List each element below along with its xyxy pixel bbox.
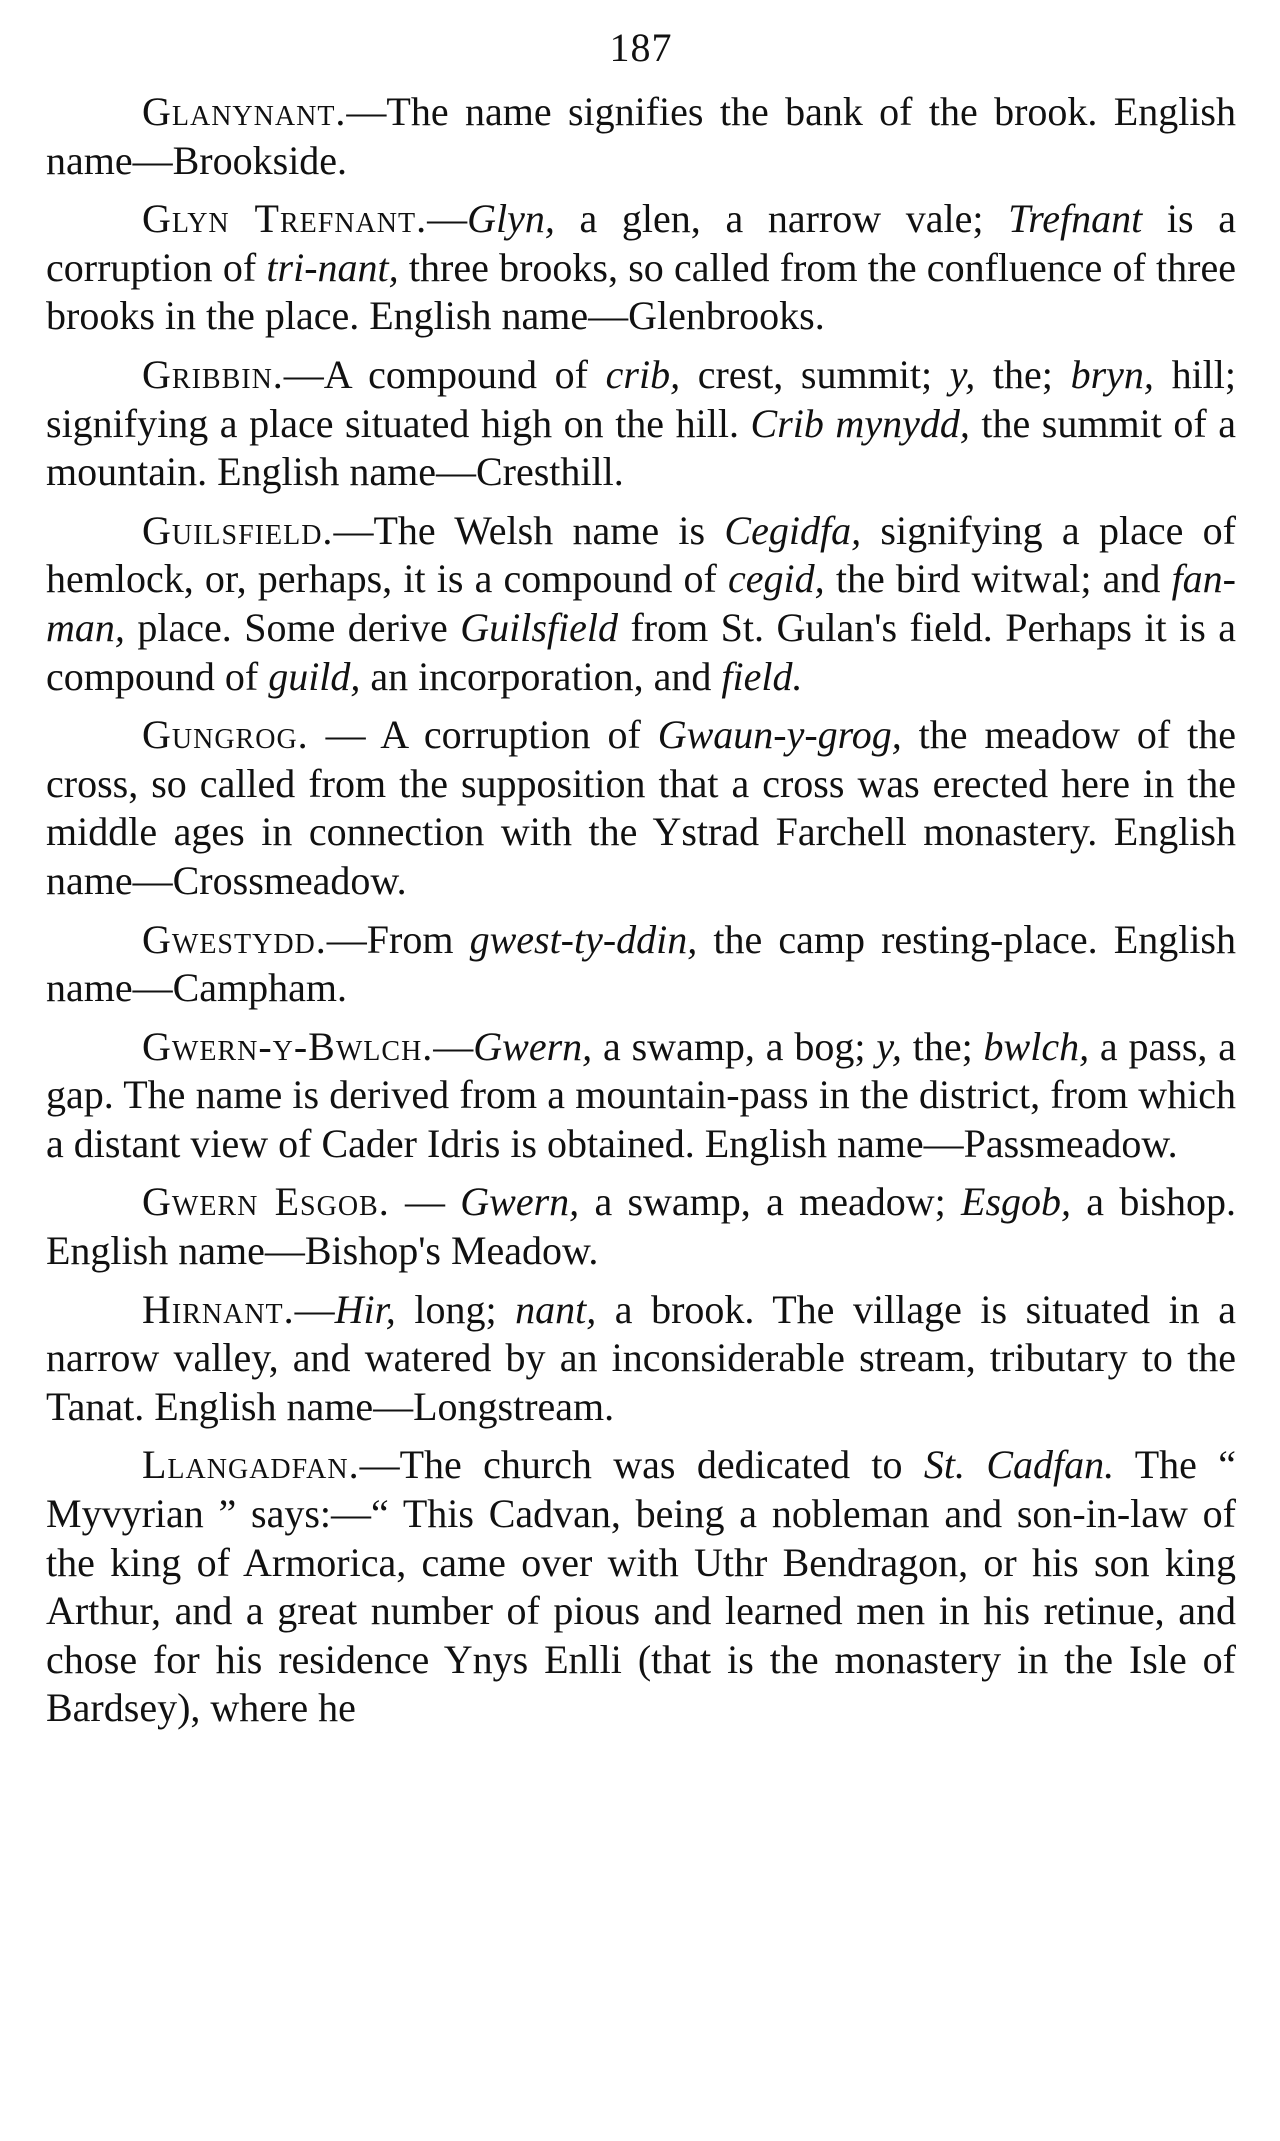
entry-italic-term: Gwern, xyxy=(460,1179,580,1225)
entry-text: the summit of a mountain. English name—Cresthill. xyxy=(46,400,1236,495)
entry-text: the camp resting-place. English name—Campham. xyxy=(46,916,1236,1011)
entry-text: the; xyxy=(901,1023,984,1069)
entry-italic-term: gwest-ty-ddin, xyxy=(469,916,698,962)
entry-text: — xyxy=(427,196,468,242)
page-number: 187 xyxy=(609,25,673,70)
book-page xyxy=(46,20,1236,1743)
entry-text: —A compound of xyxy=(283,351,606,397)
entry-italic-term: nant, xyxy=(515,1286,597,1332)
entry-italic-term: Cegidfa, xyxy=(724,507,862,553)
entry-italic-term: field. xyxy=(721,653,803,699)
entry-italic-term: fan-man, xyxy=(46,556,1236,650)
entry-headword: Gwestydd. xyxy=(142,916,327,962)
entry-paragraph xyxy=(46,1441,1236,1733)
entry-italic-term: bwlch, xyxy=(983,1023,1090,1069)
entry-headword: Glyn Trefnant. xyxy=(142,196,428,242)
entry-italic-term: Trefnant xyxy=(1008,196,1143,242)
entry-paragraph xyxy=(46,88,1236,185)
entry-text: the meadow of the cross, so called from the supposition that a cross was erected here in the middle ages in connection with the Ystrad Farchell monastery. English name—Crossmeadow. xyxy=(46,712,1236,903)
entry-text: —The church was dedicated to xyxy=(359,1442,924,1488)
entry-headword: Hirnant. xyxy=(142,1286,295,1332)
entry-text: a swamp, a meadow; xyxy=(579,1179,962,1225)
entry-text: a bishop. English name—Bishop's Meadow. xyxy=(46,1179,1237,1274)
entry-text: place. Some derive xyxy=(124,604,461,650)
entry-text: —The name signifies the bank of the brook. English name—Brookside. xyxy=(46,89,1236,183)
entry-text: a brook. The village is situated in a narrow valley, and watered by an inconsiderable stream, tributary to the Tanat. English name—Longstream. xyxy=(46,1286,1236,1429)
entry-paragraph xyxy=(46,507,1236,701)
entry-paragraph xyxy=(46,1023,1236,1169)
entry-italic-term: Gwaun-y-grog, xyxy=(657,712,902,758)
entry-headword: Gungrog. xyxy=(142,712,309,758)
entry-italic-term: Hir, xyxy=(334,1286,396,1332)
entry-text: —The Welsh name is xyxy=(333,507,725,553)
entry-text: — xyxy=(389,1179,461,1225)
entry-italic-term: Gwern, xyxy=(473,1023,593,1069)
entry-text: — A corruption of xyxy=(308,712,658,758)
entry-paragraph xyxy=(46,711,1236,905)
entry-text: The “ Myvyrian ” says:—“ This Cadvan, being a nobleman and son-in-law of the king of Armorica, came over with Uthr Bendragon, or his son king Arthur, and a great number of pious and learned men in his retinue, and chose for his residence Ynys Enlli (that is the monastery in the Isle of Bardsey), where he xyxy=(46,1442,1237,1731)
entry-italic-term: y, xyxy=(949,351,976,397)
entry-text: is a corruption of xyxy=(46,196,1236,290)
entry-italic-term: guild, xyxy=(268,653,361,699)
entry-italic-term: Esgob, xyxy=(961,1179,1072,1225)
entry-text: a swamp, a bog; xyxy=(592,1023,877,1069)
entry-text: from St. Gulan's field. Perhaps it is a compound of xyxy=(46,604,1236,699)
entry-text: —From xyxy=(326,916,470,962)
entry-text: the bird witwal; and xyxy=(824,556,1172,602)
entry-paragraph xyxy=(46,1286,1236,1432)
entry-paragraph xyxy=(46,351,1236,497)
entry-text: a pass, a gap. The name is derived from a mountain-pass in the district, from which a distant view of Cader Idris is obtained. English name—Passmeadow. xyxy=(46,1023,1236,1166)
entry-italic-term: St. Cadfan. xyxy=(923,1442,1115,1488)
entry-italic-term: y, xyxy=(876,1023,902,1069)
entry-headword: Llangadfan. xyxy=(142,1442,360,1488)
entry-italic-term: Guilsfield xyxy=(460,604,618,650)
entry-text: crest, summit; xyxy=(680,351,950,397)
entry-italic-term: crib, xyxy=(605,351,681,397)
entry-headword: Gribbin. xyxy=(142,351,284,397)
entry-paragraph xyxy=(46,1178,1236,1275)
entry-italic-term: cegid, xyxy=(728,556,825,602)
entry-paragraph xyxy=(46,195,1236,341)
entry-text: the; xyxy=(975,351,1071,397)
entry-headword: Gwern Esgob. xyxy=(142,1179,390,1225)
entry-text: — xyxy=(294,1286,335,1332)
entry-text: — xyxy=(433,1023,474,1069)
entry-italic-term: tri-nant, xyxy=(266,244,399,290)
entry-italic-term: Crib mynydd, xyxy=(750,400,970,446)
entry-headword: Guilsfield. xyxy=(142,507,334,553)
entry-text: signifying a place of hemlock, or, perhaps, it is a compound of xyxy=(46,507,1236,602)
entries-list xyxy=(46,88,1236,1733)
entry-paragraph xyxy=(46,916,1236,1013)
entry-headword: Gwern-y-Bwlch. xyxy=(142,1023,434,1069)
entry-text: hill; signifying a place situated high on the hill. xyxy=(46,351,1237,446)
entry-text: an incorporation, and xyxy=(360,653,722,699)
entry-text: three brooks, so called from the confluence of three brooks in the place. English name—Glenbrooks. xyxy=(46,244,1236,339)
entry-italic-term: Glyn, xyxy=(467,196,555,242)
entry-text: long; xyxy=(395,1286,516,1332)
entry-text: a glen, a narrow vale; xyxy=(554,196,1009,242)
entry-headword: Glanynant. xyxy=(142,89,347,134)
entry-italic-term: bryn, xyxy=(1070,351,1154,397)
